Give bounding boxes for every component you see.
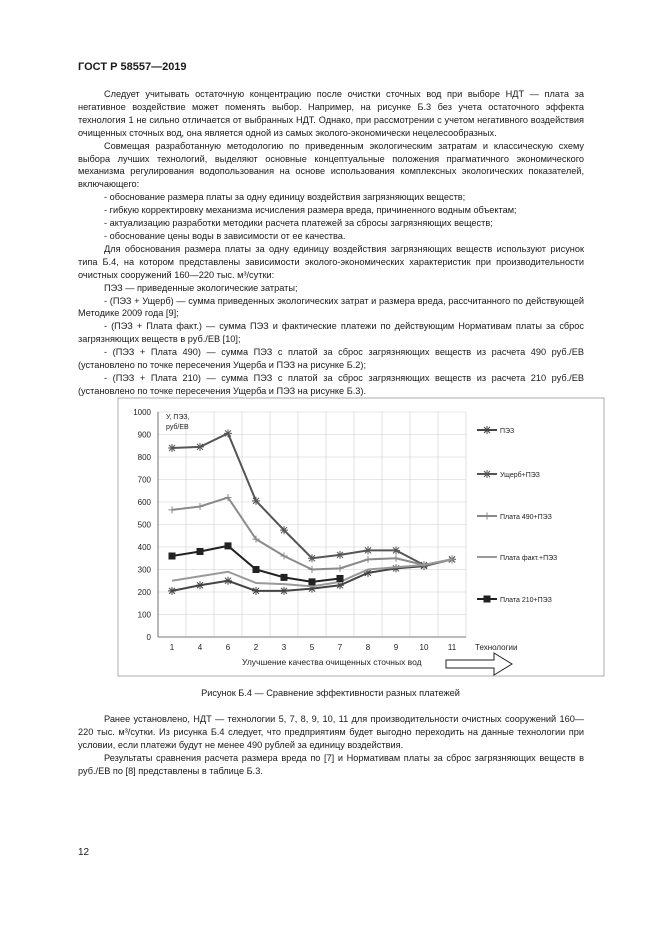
y-tick-label: 900 bbox=[137, 430, 151, 440]
paragraph: Следует учитывать остаточную концентрацию после очистки сточных вод при выборе НДТ — плата за негативное воздействие может поменять выбор. Например, на рисунке Б.3 без учета остаточного эффекта технология 1 не сильно отличается от выбранных НДТ. Однако, при рассмотрении с учетом негативного воздействия очищенных сточных вод, она является одной из самых эколого-экономически нецелесообразных. bbox=[78, 89, 584, 138]
y-tick-label: 400 bbox=[137, 543, 151, 552]
list-item: - обоснование цены воды в зависимости от ее качества. bbox=[104, 230, 346, 241]
y-tick-label: 1000 bbox=[133, 408, 151, 417]
legend-label: Плата 210+ПЭЗ bbox=[500, 597, 552, 604]
legend-label: Ущерб+ПЭЗ bbox=[500, 472, 540, 479]
paragraph: Ранее установлено, НДТ — технологии 5, 7, 8, 9, 10, 11 для производительности очистных сооружений 160—220 тыс. м³/сутки. Из рисунка Б.4 следует, что предприятиям будет выгодно переходить на данные технологии при условии, если платежи будут не менее 490 рублей за единицу воздействия. bbox=[78, 714, 584, 750]
legend-label: Плата 490+ПЭЗ bbox=[500, 514, 552, 521]
y-tick-label: 800 bbox=[137, 453, 151, 462]
y-tick-label: 500 bbox=[137, 520, 151, 530]
data-point bbox=[337, 565, 344, 572]
data-point bbox=[281, 574, 288, 581]
definition-item: - (ПЭЗ + Плата факт.) — сумма ПЭЗ и фактические платежи по действующим Нормативам платы за сброс загрязняющих веществ в руб./ЕВ [10]; bbox=[78, 321, 584, 345]
data-point bbox=[252, 587, 260, 595]
list-item: - актуализацию разработки методики расчета платежей за сбросы загрязняющих веществ; bbox=[104, 218, 493, 229]
data-point bbox=[168, 587, 176, 595]
improvement-arrow bbox=[446, 653, 512, 675]
data-point bbox=[309, 578, 316, 585]
data-point bbox=[392, 546, 400, 554]
data-point bbox=[224, 577, 232, 585]
legend-label: ПЭЗ bbox=[500, 428, 515, 435]
y-axis-label: У, ПЭЗ, руб/ЕВ bbox=[166, 414, 190, 431]
data-point bbox=[280, 587, 288, 595]
y-tick-label: 300 bbox=[137, 565, 151, 575]
x-tick-label: 3 bbox=[281, 643, 287, 652]
x-tick-label: 7 bbox=[337, 643, 343, 652]
legend-marker bbox=[484, 513, 491, 520]
x-tick-label: 11 bbox=[447, 643, 457, 652]
data-point bbox=[196, 581, 204, 589]
x-tick-label: 4 bbox=[197, 643, 203, 652]
y-tick-label: 0 bbox=[146, 633, 151, 642]
data-point bbox=[365, 556, 372, 563]
definition-item: - (ПЭЗ + Плата 210) — сумма ПЭЗ с платой за сброс загрязняющих веществ из расчета 210 руб./ЕВ (установлено по точке пересечения Ущерба и ПЭЗ на рисунке Б.3). bbox=[78, 372, 584, 396]
definition-item: - (ПЭЗ + Плата 490) — сумма ПЭЗ с платой за сброс загрязняющих веществ из расчета 490 руб./ЕВ (установлено по точке пересечения Ущерба и ПЭЗ на рисунке Б.2); bbox=[78, 347, 584, 371]
data-point bbox=[308, 554, 316, 562]
paragraph: Результаты сравнения расчета размера вреда по [7] и Нормативам платы за сброс загрязняющих веществ в руб./ЕВ по [8] представлены в таблице Б.3. bbox=[78, 752, 584, 776]
data-point bbox=[168, 444, 176, 452]
data-point bbox=[364, 546, 372, 554]
legend-label: Плата факт.+ПЭЗ bbox=[500, 555, 558, 562]
data-point bbox=[253, 566, 260, 573]
data-point bbox=[224, 429, 232, 437]
x-axis-improvement-label: Улучшение качества очищенных сточных вод bbox=[242, 657, 422, 667]
x-tick-label: 5 bbox=[309, 643, 315, 652]
data-point bbox=[309, 566, 316, 573]
y-tick-label: 100 bbox=[137, 610, 151, 620]
list-item: - обоснование размера платы за одну единицу воздействия загрязняющих веществ; bbox=[104, 192, 466, 203]
x-tick-label: 2 bbox=[253, 643, 259, 652]
list-item: - гибкую корректировку механизма исчисления размера вреда, причиненного водным объектам; bbox=[104, 205, 517, 216]
y-tick-label: 600 bbox=[137, 498, 151, 507]
figure-caption: Рисунок Б.4 — Сравнение эффективности разных платежей bbox=[201, 688, 460, 698]
paragraph: Для обоснования размера платы за одну единицу воздействия загрязняющих веществ используют рисунок типа Б.4, на котором представлены зависимости эколого-экономических характеристик при производительности очистных сооружений 160—220 тыс. м³/сутки: bbox=[78, 243, 584, 280]
x-tick-label: 8 bbox=[365, 643, 371, 652]
legend-marker bbox=[483, 426, 491, 434]
data-point bbox=[169, 506, 176, 513]
document-header: ГОСТ Р 58557—2019 bbox=[78, 61, 187, 73]
data-point bbox=[336, 551, 344, 559]
outro-text bbox=[78, 713, 584, 778]
legend-marker bbox=[484, 596, 491, 603]
data-point bbox=[393, 555, 400, 562]
data-point bbox=[337, 575, 344, 582]
x-tick-label: 10 bbox=[419, 643, 429, 652]
legend-marker bbox=[483, 470, 491, 478]
definition-item: - (ПЭЗ + Ущерб) — сумма приведенных экологических затрат и размера вреда, рассчитанного по действующей Методике 2009 года [9]; bbox=[78, 295, 584, 319]
x-tick-label: 9 bbox=[393, 643, 399, 652]
x-tick-label: 1 bbox=[169, 643, 175, 652]
y-tick-label: 200 bbox=[137, 588, 151, 597]
x-tick-label: 6 bbox=[225, 643, 231, 652]
page-number: 12 bbox=[78, 847, 90, 858]
y-tick-label: 700 bbox=[137, 475, 151, 485]
paragraph: Совмещая разработанную методологию по приведенным экологическим затратам и классическую схему выбора лучших технологий, выделяют основные концептуальные положения прагматичного экономического механизма регулирования водопользования на основе использования комплексных экологических показателей, включающего: bbox=[78, 140, 584, 190]
data-point bbox=[280, 526, 288, 534]
data-point bbox=[252, 497, 260, 505]
definition-item: ПЭЗ — приведенные экологические затраты; bbox=[104, 282, 298, 293]
data-point bbox=[225, 542, 232, 549]
data-point bbox=[196, 443, 204, 451]
data-point bbox=[197, 503, 204, 510]
x-axis-title: Технологии bbox=[475, 643, 518, 652]
data-point bbox=[169, 553, 176, 560]
chart-frame bbox=[118, 398, 604, 676]
data-point bbox=[197, 548, 204, 555]
